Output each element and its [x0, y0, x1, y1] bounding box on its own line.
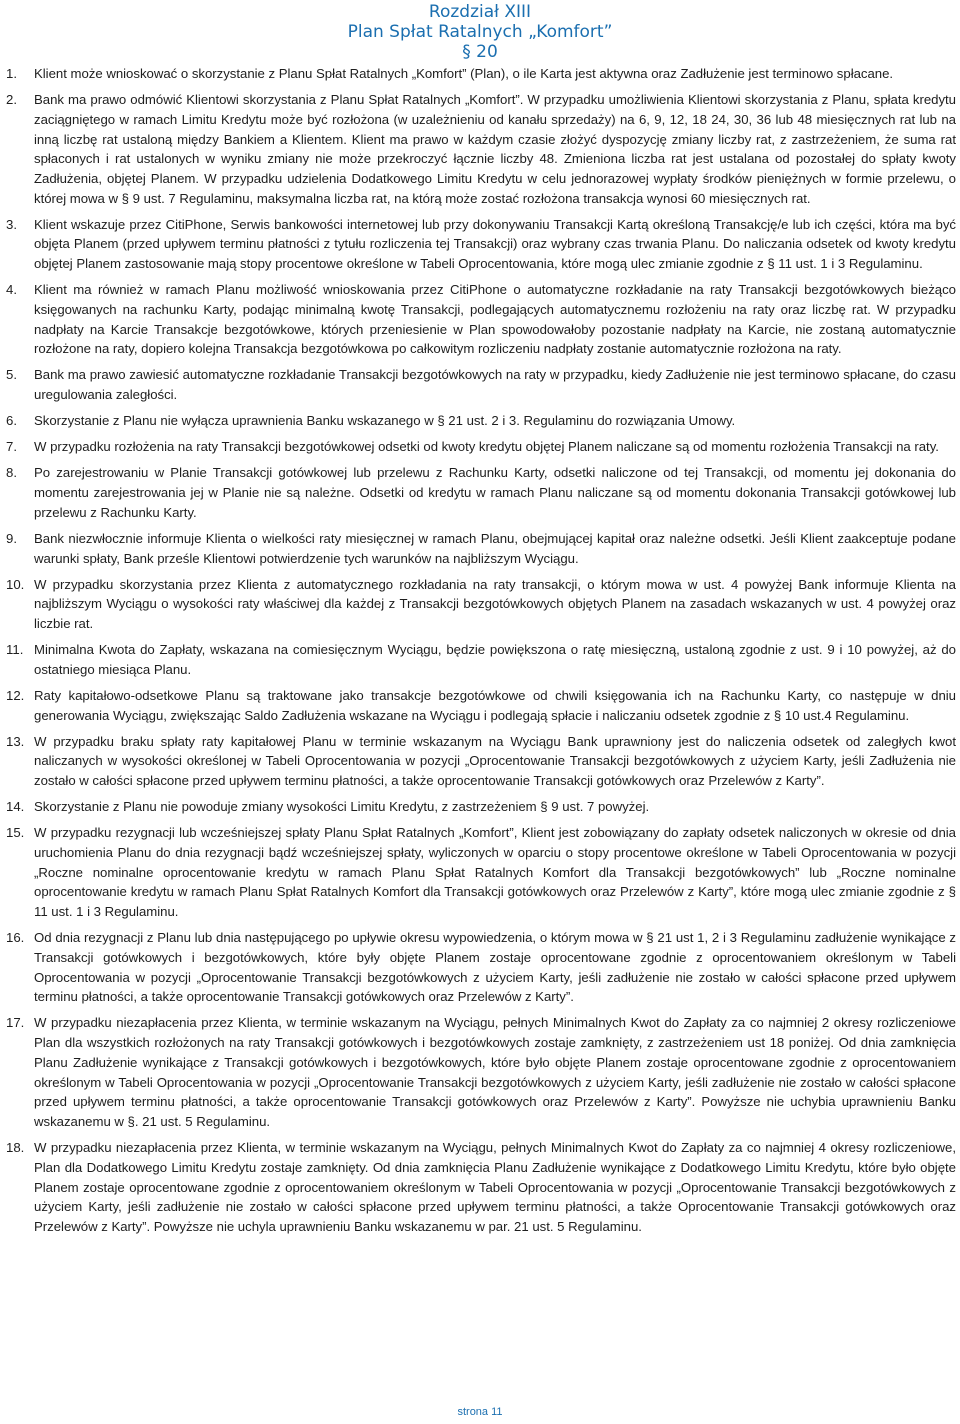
item-text: Klient może wnioskować o skorzystanie z Planu Spłat Ratalnych „Komfort” (Plan), o ile Karta jest aktywna oraz Zadłużenie jest terminowo spłacane.	[34, 66, 894, 81]
item-number: 15.	[6, 825, 25, 841]
item-text: Raty kapitałowo-odsetkowe Planu są traktowane jako transakcje bezgotówkowe od chwili księgowania ich na Rachunku Karty, co następuje w dniu generowania Wyciągu, zwiększając Saldo Zadłużenia wskazane na Wyciągu i podlegają spłacie i naliczaniu odsetek zgodnie z § 10 ust.4 Regulaminu.	[34, 687, 956, 723]
list-item	[6, 686, 956, 725]
item-number: 1.	[6, 66, 17, 81]
item-number: 5.	[6, 367, 17, 383]
list-item	[6, 797, 956, 817]
chapter-title: Rozdział XIII	[428, 2, 532, 22]
list-item	[6, 463, 956, 522]
plan-title: Plan Spłat Ratalnych „Komfort”	[347, 22, 613, 42]
item-text: Klient ma również w ramach Planu możliwość wnioskowania przez CitiPhone o automatyczne rozkładanie na raty Transakcji bezgotówkowych bieżąco księgowanych na rachunku Karty, podając minimalną kwotę Transakcji, podlegających automatycznemu rozłożeniu na raty oraz liczbę rat. W przypadku nadpłaty na Karcie Transakcje bezgotówkowe, których przeniesienie w Plan spowodowałoby pozostanie nadpłaty na Karcie, nie zostaną automatycznie rozłożone na raty, dopiero kolejna Transakcja bezgotówkowa po całkowitym rozliczeniu nadpłaty zostanie automatycznie rozłożona na raty.	[34, 282, 956, 357]
item-number: 13.	[6, 733, 25, 749]
item-number: 12.	[6, 687, 25, 703]
chapter-header	[0, 0, 960, 62]
item-number: 7.	[6, 439, 17, 455]
page-number: strona 11	[457, 1406, 503, 1418]
item-number: 9.	[6, 530, 17, 546]
list-item	[6, 823, 956, 922]
item-text: Skorzystanie z Planu nie wyłącza uprawnienia Banku wskazanego w § 21 ust. 2 i 3. Regulaminu do rozwiązania Umowy.	[34, 413, 736, 429]
item-number: 4.	[6, 282, 17, 298]
item-number: 16.	[6, 930, 25, 946]
section-number: § 20	[462, 42, 498, 62]
item-text: W przypadku niezapłacenia przez Klienta, w terminie wskazanym na Wyciągu, pełnych Minimalnych Kwot do Zapłaty za co najmniej 2 okresy rozliczeniowe Plan dla wszystkich rozłożonych na raty Transakcji gotówkowych i bezgotówkowych zostaje zamknięty, z zastrzeżeniem ust 18 poniżej. Od dnia zamknięcia Planu Zadłużenie wynikające z Transakcji gotówkowych i bezgotówkowych, które było objęte Planem zostaje oprocentowane zgodnie z oprocentowaniem określonym w Tabeli Oprocentowania w pozycji „Oprocentowanie Transakcji bezgotówkowych z użyciem Karty, jeśli zadłużenie nie zostało w całości spłacone przed upływem terminu płatności, a także oprocentowanie Transakcji gotówkowych oraz Przelewów z Karty”. Powyższe nie uchybia uprawnieniu Banku wskazanemu w §. 21 ust. 5 Regulaminu.	[34, 1015, 956, 1129]
item-text: W przypadku rozłożenia na raty Transakcji bezgotówkowej odsetki od kwoty kredytu objętej Planem naliczane są od momentu rozłożenia Transakcji na raty.	[34, 439, 939, 455]
list-item	[6, 529, 956, 568]
item-number: 8.	[6, 465, 17, 481]
item-text: W przypadku skorzystania przez Klienta z automatycznego rozkładania na raty transakcji, o którym mowa w ust. 4 powyżej Bank informuje Klienta na najbliższym Wyciągu o wysokości raty właściwej dla każdej z Transakcji bezgotówkowych objętych Planem na zasadach wskazanych w ust. 4 powyżej oraz liczbie rat.	[34, 576, 956, 632]
list-item	[6, 64, 956, 84]
item-number: 10.	[6, 576, 25, 592]
list-item	[6, 732, 956, 791]
item-text: W przypadku rezygnacji lub wcześniejszej spłaty Planu Spłat Ratalnych „Komfort”, Klient jest zobowiązany do zapłaty odsetek naliczonych w okresie od dnia uruchomienia Planu do dnia rezygnacji bądź wcześniejszej spłaty, wyliczonych w oparciu o stopy procentowe określone w Tabeli Oprocentowania w pozycji „Roczne nominalne oprocentowanie kredytu w ramach Planu Spłat Ratalnych Komfort dla Transakcji bezgotówkowych” lub „Roczne nominalne oprocentowanie kredytu w ramach Planu Spłat Ratalnych Komfort dla Transakcji gotówkowych oraz Przelewów z Karty”, które mogą ulec zmianie zgodnie z § 11 ust. 1 i 3 Regulaminu.	[34, 825, 956, 920]
item-number: 14.	[6, 799, 25, 815]
item-number: 2.	[6, 92, 17, 108]
regulation-list	[6, 64, 956, 1243]
item-text: Skorzystanie z Planu nie powoduje zmiany wysokości Limitu Kredytu, z zastrzeżeniem § 9 ust. 7 powyżej.	[34, 799, 650, 815]
list-item	[6, 575, 956, 634]
list-item	[6, 215, 956, 274]
item-number: 6.	[6, 413, 17, 429]
item-text: Bank ma prawo zawiesić automatyczne rozkładanie Transakcji bezgotówkowych na raty w przypadku, kiedy Zadłużenie nie jest terminowo spłacane, do czasu uregulowania zaległości.	[34, 367, 956, 403]
item-text: W przypadku braku spłaty raty kapitałowej Planu w terminie wskazanym na Wyciągu Bank uprawniony jest do naliczenia odsetek od zaległych kwot naliczanych w wysokości określonej w Tabeli Oprocentowania w pozycji „Oprocentowanie Transakcji bezgotówkowych z użyciem Karty, jeśli Zadłużenia nie zostało w całości spłacone przed upływem terminu płatności, a także oprocentowanie Transakcji gotówkowych oraz Przelewów z Karty”.	[34, 733, 956, 789]
item-number: 11.	[6, 642, 24, 658]
list-item	[6, 1138, 956, 1237]
item-text: Bank niezwłocznie informuje Klienta o wielkości raty miesięcznej w ramach Planu, obejmującej kapitał oraz należne odsetki. Jeśli Klient zaakceptuje podane warunki spłaty, Bank prześle Klientowi potwierdzenie tych warunków na najbliższym Wyciągu.	[34, 530, 956, 566]
list-item	[6, 437, 956, 457]
list-item	[6, 1013, 956, 1131]
list-item	[6, 928, 956, 1007]
item-text: Minimalna Kwota do Zapłaty, wskazana na comiesięcznym Wyciągu, będzie powiększona o ratę miesięczną, ustaloną zgodnie z ust. 9 i 10 powyżej, aż do ostatniego miesiąca Planu.	[34, 642, 956, 677]
item-number: 18.	[6, 1140, 25, 1156]
item-text: Od dnia rezygnacji z Planu lub dnia następującego po upływie okresu wypowiedzenia, o którym mowa w § 21 ust 1, 2 i 3 Regulaminu zadłużenie wynikające z Transakcji gotówkowych i bezgotówkowych, które były objęte Planem zostaje oprocentowane zgodnie z oprocentowaniem określonym w Tabeli Oprocentowania w pozycji „Oprocentowanie Transakcji bezgotówkowych z użyciem Karty, jeśli zadłużenie nie zostało w całości spłacone przed upływem terminu płatności, a także oprocentowanie Transakcji gotówkowych oraz Przelewów z Karty”.	[34, 930, 956, 1005]
item-text: Po zarejestrowaniu w Planie Transakcji gotówkowej lub przelewu z Rachunku Karty, odsetki naliczone od tej Transakcji, od momentu jej dokonania do momentu zarejestrowania jej w Planie nie są należne. Odsetki od kredytu w ramach Planu naliczane są od momentu dokonania Transakcji gotówkowej lub przelewu z Rachunku Karty.	[34, 465, 956, 520]
item-text: Bank ma prawo odmówić Klientowi skorzystania z Planu Spłat Ratalnych „Komfort”. W przypadku umożliwienia Klientowi skorzystania z Planu, spłata kredytu zaciągniętego w ramach Limitu Kredytu może być rozłożona (w uzależnieniu od kanału sprzedaży) na 6, 9, 12, 18 24, 30, 36 lub 48 miesięcznych rat lub na inną liczbę rat ustaloną między Bankiem a Klientem. Klient ma prawo w każdym czasie złożyć dyspozycję zmiany liczby rat, z zastrzeżeniem, że suma rat spłaconych i rat ustalonych w wyniku zmiany nie może przekroczyć łącznie liczby 48. Zmieniona liczba rat jest ustalana od pozostałej do spłaty kwoty Zadłużenia, objętej Planem. W przypadku udzielenia Dodatkowego Limitu Kredytu w celu jednorazowej wypłaty środków pieniężnych w formie przelewu, o której mowa w § 9 ust. 7 Regulaminu, maksymalna liczba rat, na którą może zostać rozłożona transakcja wynosi 60 miesięcznych rat.	[34, 92, 956, 206]
list-item	[6, 365, 956, 404]
item-text: W przypadku niezapłacenia przez Klienta, w terminie wskazanym na Wyciągu, pełnych Minimalnych Kwot do Zapłaty za co najmniej 4 okresy rozliczeniowe, Plan dla Dodatkowego Limitu Kredytu zostaje zamknięty. Od dnia zamknięcia Planu Zadłużenie wynikające z Dodatkowego Limitu Kredytu, które było objęte Planem zostaje oprocentowane zgodnie z oprocentowaniem określonym w Tabeli Oprocentowania w pozycji „Oprocentowanie Transakcji bezgotówkowych z użyciem Karty, jeśli zadłużenie nie zostało w całości spłacone przed upływem terminu płatności, a także Oprocentowanie Transakcji gotówkowych oraz Przelewów z Karty”. Powyższe nie uchyla uprawnieniu Banku wskazanemu w par. 21 ust. 5 Regulaminu.	[34, 1140, 956, 1234]
item-number: 17.	[6, 1015, 25, 1031]
item-number: 3.	[6, 216, 17, 232]
list-item	[6, 280, 956, 359]
list-item	[6, 90, 956, 208]
list-item	[6, 640, 956, 679]
list-item	[6, 411, 956, 431]
item-text: Klient wskazuje przez CitiPhone, Serwis bankowości internetowej lub przy dokonywaniu Transakcji Kartą określoną Transakcję/e lub ich części, która ma być objęta Planem (przed upływem terminu płatności z tytułu rozliczenia tej Transakcji) oraz wybrany czas trwania Planu. Do naliczania odsetek od kwoty kredytu objętej Planem zastosowanie mają stopy procentowe określone w Tabeli Oprocentowania, które mogą ulec zmianie zgodnie z § 11 ust. 1 i 3 Regulaminu.	[34, 216, 956, 272]
